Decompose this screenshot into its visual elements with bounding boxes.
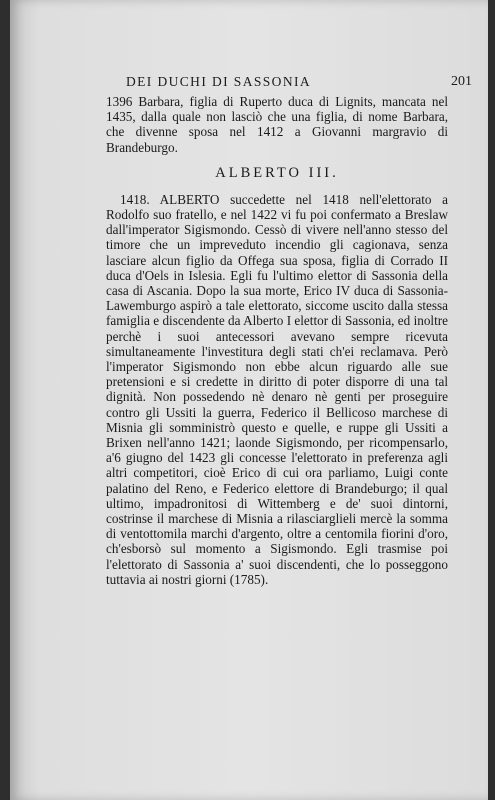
section-heading: ALBERTO III. — [215, 164, 339, 181]
running-title: DEI DUCHI DI SASSONIA — [126, 74, 312, 89]
page-number: 201 — [451, 74, 472, 89]
page-body — [106, 94, 448, 587]
main-paragraph: 1418. ALBERTO succedette nel 1418 nell'elettorato a Rodolfo suo fratello, e nel 1422 vi fu poi confermato a Breslaw dall'imperator Sigismondo. Cessò di vivere nell'anno stesso del timore che un impreveduto incendio gli cagionava, senza lasciare alcun figlio da Offega sua sposa, figlia di Corrado II duca d'Oels in Islesia. Egli fu l'ultimo elettor di Sassonia della casa di Ascania. Dopo la sua morte, Erico IV duca di Sassonia-Lawemburgo aspirò a tale elettorato, siccome uscito dalla stessa famiglia e discendente da Alberto I elettor di Sassonia, ed inoltre perchè i suoi antecessori avevano sempre ricevuta simultaneamente l'investitura degli stati ch'ei reclamava. Però l'imperator Sigismondo non ebbe alcun riguardo alle sue pretensioni e si credette in diritto di poter disporre di una tal dignità. Non possedendo nè denaro nè genti per proseguire contro gli Ussiti la guerra, Federico il Bellicoso marchese di Misnia gli somministrò questo e quelle, e ruppe gli Ussiti a Brixen nell'anno 1421; laonde Sigismondo, per ricompensarlo, a'6 giugno del 1423 gli concesse l'elettorato in preferenza agli altri competitori, cioè Erico di cui ora parliamo, Luigi conte palatino del Reno, e Federico elettore di Brandeburgo; il qual ultimo, impadronitosi di Wittemberg e de' suoi dintorni, costrinse il marchese di Misnia a rilasciarglieli mercè la somma di ventottomila marchi d'argento, oltre a centomila fiorini d'oro, ch'esborsò sul momento a Sigismondo. Egli trasmise poi l'elettorato di Sassonia a' suoi discendenti, che lo posseggono tuttavia ai nostri giorni (1785). — [106, 191, 448, 587]
running-head — [118, 74, 472, 94]
intro-paragraph: 1396 Barbara, figlia di Ruperto duca di Lignits, mancata nel 1435, dalla quale non lasciò che una figlia, di nome Barbara, che divenne sposa nel 1412 a Giovanni margravio di Brandeburgo. — [106, 94, 448, 155]
